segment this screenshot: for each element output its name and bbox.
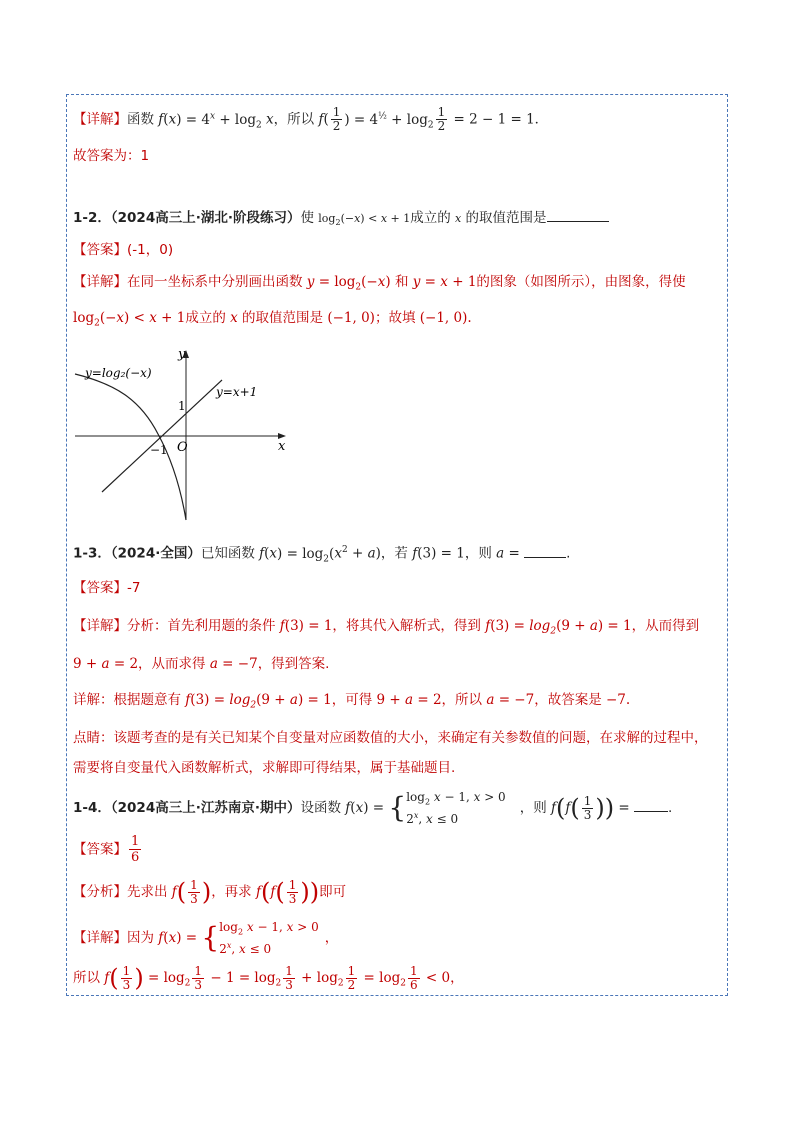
tick-neg1: −1	[150, 443, 168, 457]
q1-4-answer: 【答案】 $\frac{1}{6}$	[73, 834, 140, 865]
q1-2-question: 1-2．（2024高三上·湖北·阶段练习）使 $\log_2(-x) < x + 1$成立的 x 的取值范围是	[73, 208, 609, 233]
question-label: 1-4．（2024高三上·江苏南京·期中）	[73, 800, 301, 817]
q1-1-answer: 故答案为：1	[73, 148, 150, 164]
q1-3-answer: 【答案】-7	[73, 580, 141, 596]
q1-1-detail: 【详解】函数 $f(x) = 4^x + \log_2 x$，所以 f( $\frac{1}{2}$ ) = $4^{\frac{1}{2}} + \log_2$ $\frac{1}{2}$ = 2 − 1 = 1．	[73, 105, 549, 133]
line-label: y=x+1	[216, 385, 258, 399]
q1-3-detail-4: 点睛：该题考查的是有关已知某个自变量对应函数值的大小，来确定有关参数值的问题，在求解的过程中，	[73, 730, 708, 746]
tick-1: 1	[178, 399, 186, 413]
answer-blank[interactable]	[547, 221, 609, 222]
q1-3-detail-2: 9 + a = 2，从而求得 a = −7，得到答案.	[73, 656, 330, 672]
detail-tag: 【详解】	[73, 111, 127, 128]
q1-2-answer: 【答案】(-1，0)	[73, 242, 174, 258]
answer-blank[interactable]	[524, 557, 566, 558]
log-curve	[75, 374, 186, 520]
x-axis-label: x	[278, 439, 286, 454]
question-label: 1-2．（2024高三上·湖北·阶段练习）	[73, 210, 301, 226]
q1-4-analysis: 【分析】先求出 f( $\frac{1}{3}$ )，再求 f(f( $\frac{1}{3}$ ))即可	[73, 877, 347, 906]
q1-3-detail-5: 需要将自变量代入函数解析式，求解即可得结果，属于基础题目.	[73, 760, 456, 776]
answer-value: -7	[127, 580, 141, 596]
q1-3-question: 1-3．（2024·全国）已知函数 $f(x) = \log_2(x^2 + a)$，若 f(3) = 1，则 a = .	[73, 545, 571, 565]
y-axis-label: y	[178, 347, 186, 362]
q1-4-question: 1-4．（2024高三上·江苏南京·期中）设函数 f(x) = { $\log_2 x - 1$, x > 0 2$^x$, x ≤ 0 ，则 f(f( $\frac{1}{3}$ )) = .	[73, 790, 673, 827]
question-label: 1-3．（2024·全国）	[73, 545, 201, 562]
answer-blank[interactable]	[634, 811, 668, 812]
q1-4-detail-2: 所以 f( $\frac{1}{3}$ ) = $\log_2$ $\frac{1}{3}$ − $1 = \log_2$ $\frac{1}{3}$ + $\log_2$ $\frac{1}{2}$ = $\log_2$ $\frac{1}{6}$ < 0，	[73, 963, 464, 992]
answer-value: (-1，0)	[127, 242, 174, 258]
q1-2-detail-2: $\log_2(-x) < x + 1$成立的 x 的取值范围是 (−1, 0)；故填 (−1, 0).	[73, 310, 472, 329]
q1-4-detail-1: 【详解】因为 f(x) = { $\log_2 x - 1$, x > 0 2$^x$, x ≤ 0 ，	[73, 920, 339, 957]
q1-3-detail-3: 详解：根据题意有 $f(3) = \log_2(9 + a) = 1$，可得 9 + a = 2，所以 a = −7，故答案是 −7.	[73, 692, 631, 711]
origin-label: O	[177, 440, 188, 455]
curve-label: y=log₂(−x)	[85, 366, 152, 380]
log-graph	[70, 344, 295, 524]
q1-3-detail-1: 【详解】分析：首先利用题的条件 f(3) = 1，将其代入解析式，得到 $f(3) = \log_2(9 + a) = 1$，从而得到	[73, 618, 700, 637]
q1-2-detail-1: 【详解】在同一坐标系中分别画出函数 $y = \log_2(-x)$ 和 y = x + 1的图象（如图所示），由图象，得使	[73, 274, 686, 293]
